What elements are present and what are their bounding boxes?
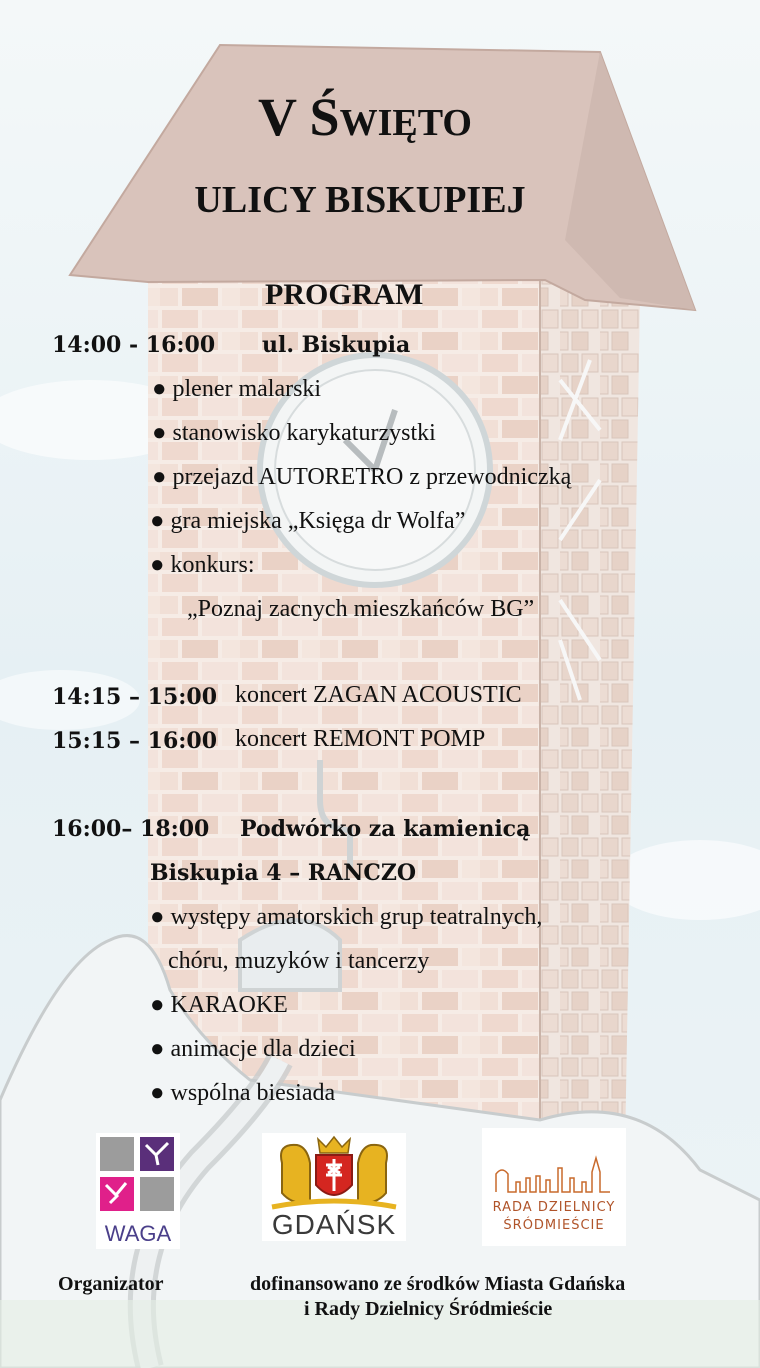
title-part-small: WIĘTO [339, 102, 472, 144]
concert-2-name: koncert REMONT POMP [235, 726, 486, 752]
block2-time: 16:00– 18:00 [52, 816, 210, 842]
list-item: ● gra miejska „Księga dr Wolfa” [150, 508, 466, 534]
list-item: ● konkurs: [150, 552, 255, 578]
funding-line-1: dofinansowano ze środków Miasta Gdańska [250, 1273, 626, 1295]
waga-logo-text: WAGA [104, 1221, 172, 1246]
list-item: ● wspólna biesiada [150, 1080, 336, 1106]
concert-1-name: koncert ZAGAN ACOUSTIC [235, 682, 522, 708]
gdansk-logo [262, 1133, 406, 1241]
list-item: ● animacje dla dzieci [150, 1036, 356, 1062]
list-item: ● przejazd AUTORETRO z przewodniczką [152, 464, 572, 490]
list-item: ● plener malarski [152, 376, 322, 402]
waga-logo [96, 1133, 180, 1249]
list-item: ● KARAOKE [150, 992, 288, 1018]
title-part-big: V Ś [258, 87, 340, 147]
rada-dzielnicy-logo [482, 1128, 626, 1246]
funding-line-2: i Rady Dzielnicy Śródmieście [304, 1298, 553, 1320]
list-item: „Poznaj zacnych mieszkańców BG” [187, 596, 535, 622]
list-item: ● stanowisko karykaturzystki [152, 420, 436, 446]
list-item: chóru, muzyków i tancerzy [168, 948, 430, 974]
rada-line-2: ŚRÓDMIEŚCIE [503, 1218, 605, 1233]
block2-place-1: Podwórko za kamienicą [240, 816, 531, 842]
waga-logo-icon [96, 1133, 180, 1223]
gdansk-logo-text: GDAŃSK [271, 1209, 397, 1240]
title-line-1 [0, 86, 730, 148]
block1-time: 14:00 - 16:00 [52, 332, 216, 358]
program-heading: PROGRAM [265, 278, 424, 311]
organizer-label: Organizator [58, 1273, 164, 1295]
block1-place: ul. Biskupia [262, 332, 411, 358]
gdansk-coat-of-arms-icon [262, 1133, 406, 1213]
block2-place-2: Biskupia 4 – RANCZO [150, 860, 417, 886]
rada-line-1: RADA DZIELNICY [492, 1200, 616, 1215]
concert-1-time: 14:15 – 15:00 [52, 684, 218, 710]
title-line-2: ULICY BISKUPIEJ [194, 179, 526, 221]
concert-2-time: 15:15 – 16:00 [52, 728, 218, 754]
list-item: ● występy amatorskich grup teatralnych, [150, 904, 543, 930]
skyline-icon [482, 1128, 626, 1198]
